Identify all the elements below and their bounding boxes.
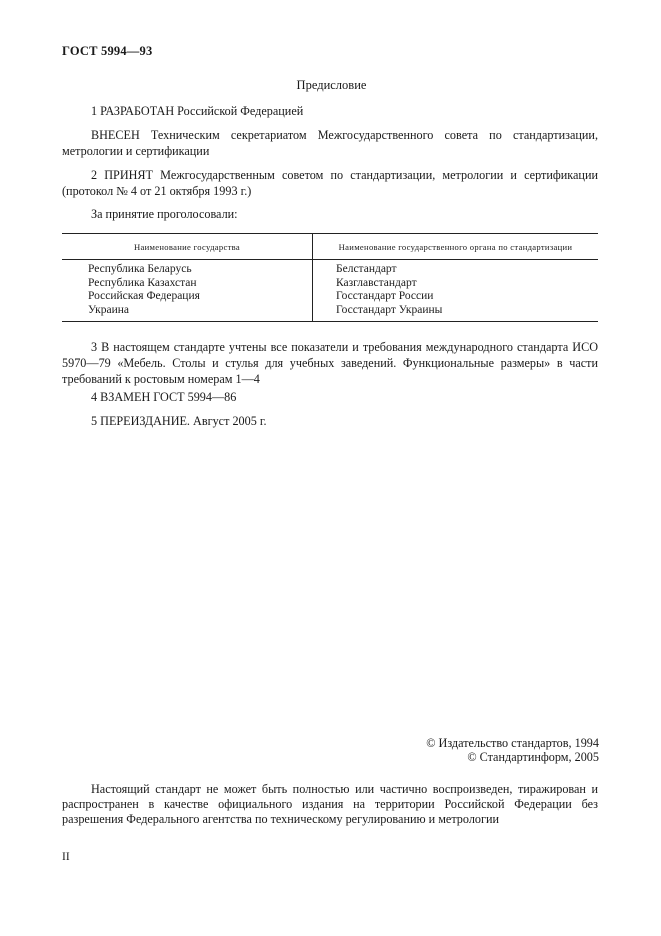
state-name: Украина [88, 303, 129, 316]
standards-body-name: Белстандарт [336, 263, 397, 275]
copyright-block [426, 736, 599, 764]
section-title [0, 78, 661, 93]
table-header-row [62, 234, 598, 260]
page-number: II [62, 851, 70, 863]
standard-code: ГОСТ 5994—93 [62, 44, 153, 58]
table-row [62, 260, 598, 322]
state-name: Республика Казахстан [88, 276, 197, 289]
column-header-state: Наименование государства [62, 234, 313, 260]
reproduction-notice: Настоящий стандарт не может быть полностью или частично воспроизведен, тиражирован и распространен в качестве официального издания на территории Российской Федерации без разрешения Федерального агентства по техническому регулированию и метрологии [62, 782, 598, 826]
item-replaces: 4 ВЗАМЕН ГОСТ 5994—86 [91, 390, 237, 404]
item-reissue: 5 ПЕРЕИЗДАНИЕ. Август 2005 г. [91, 414, 267, 428]
standards-body-name: Госстандарт России [336, 290, 434, 302]
column-header-body: Наименование государственного органа по стандартизации [313, 234, 599, 260]
item-introduced: ВНЕСЕН Техническим секретариатом Межгосударственного совета по стандартизации, метрологии и сертификации [62, 128, 598, 158]
state-name: Российская Федерация [88, 290, 200, 302]
body-column-cell [313, 260, 599, 322]
state-name: Республика Беларусь [88, 263, 192, 275]
voting-table [62, 233, 598, 322]
item-developed: 1 РАЗРАБОТАН Российской Федерацией [91, 104, 304, 118]
item-iso-reference: 3 В настоящем стандарте учтены все показатели и требования международного стандарта ИСО 5970—79 «Мебель. Столы и стулья для учебных заведений. Функциональные размеры» в части требований к ростовым номерам 1—4 [62, 340, 598, 386]
copyright-line: © Издательство стандартов, 1994 [426, 736, 599, 750]
standards-body-name: Казглавстандарт [336, 276, 417, 289]
standards-body-name: Госстандарт Украины [336, 303, 443, 316]
state-column-cell [62, 260, 313, 322]
copyright-line: © Стандартинформ, 2005 [467, 750, 599, 764]
voted-label: За принятие проголосовали: [91, 207, 238, 221]
item-adopted: 2 ПРИНЯТ Межгосударственным советом по стандартизации, метрологии и сертификации (протокол № 4 от 21 октября 1993 г.) [62, 168, 598, 198]
section-title-text: Предисловие [296, 78, 367, 92]
